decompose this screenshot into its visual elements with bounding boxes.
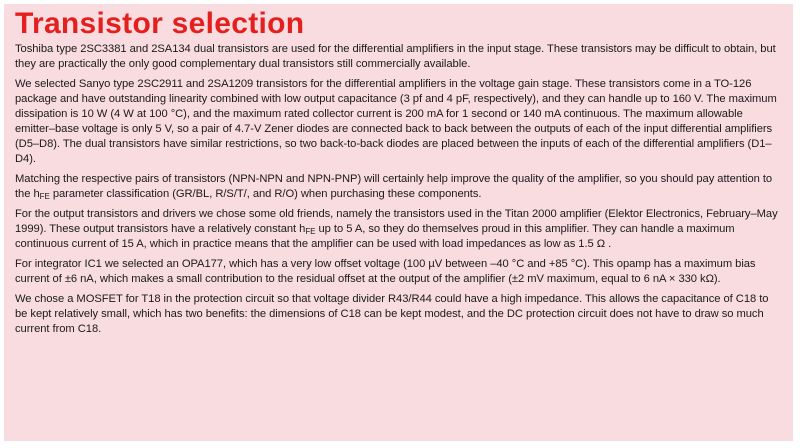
hfe-subscript: FE — [305, 227, 316, 236]
article-panel — [4, 4, 793, 441]
paragraph-matching-text-a: Matching the respective pairs of transistors (NPN-NPN and NPN-PNP) will certainly help improve the quality of the amplifier, so you should pay attention to the h — [15, 173, 773, 200]
paragraph-mosfet: We chose a MOSFET for T18 in the protection circuit so that voltage divider R43/R44 could have a high impedance. This allows the capacitance of C18 to be kept relatively small, which has two benefits: the dimensions of C18 can be kept modest, and the DC protection circuit does not have to draw so much current from C18. — [15, 293, 769, 335]
paragraph-matching — [15, 172, 783, 202]
paragraph-output-text-b: up to 5 A, so they do themselves proud in this amplifier. They can handle a maximum continuous current of 15 A, which in practice means that the amplifier can be used with load impedances as low as 1.5 Ω . — [15, 223, 735, 250]
page-title: Transistor selection — [15, 7, 305, 40]
paragraph-output-transistors — [15, 207, 783, 252]
hfe-subscript: FE — [39, 192, 50, 201]
paragraph-input-stage: Toshiba type 2SC3381 and 2SA134 dual transistors are used for the differential amplifiers in the input stage. These transistors may be difficult to obtain, but they are practically the only good complementary dual transistors still commercially available. — [15, 43, 776, 70]
paragraph-matching-text-b: parameter classification (GR/BL, R/S/T/, and R/O) when purchasing these components. — [49, 188, 482, 200]
paragraph-integrator: For integrator IC1 we selected an OPA177, which has a very low offset voltage (100 µV between –40 °C and +85 °C). This opamp has a maximum bias current of ±6 nA, which makes a small contribution to the residual offset at the output of the amplifier (±2 mV maximum, equal to 6 nA × 330 kΩ). — [15, 258, 756, 285]
paragraph-output-text-a: For the output transistors and drivers we chose some old friends, namely the transistors used in the Titan 2000 amplifier (Elektor Electronics, February–May 1999). These output transistors have a relatively constant h — [15, 208, 778, 235]
paragraph-voltage-gain-stage: We selected Sanyo type 2SC2911 and 2SA1209 transistors for the differential amplifiers in the voltage gain stage. These transistors come in a TO-126 package and have outstanding linearity combined with low output capacitance (3 pf and 4 pF, respectively), and they can handle up to 160 V. The maximum dissipation is 10 W (4 W at 100 °C), and the maximum rated collector current is 200 mA for 1 second or 140 mA continuous. The maximum allowable emitter–base voltage is only 5 V, so a pair of 4.7-V Zener diodes are connected back to back between the outputs of each of the input differential amplifiers (D5–D8). The dual transistors have similar restrictions, so two back-to-back diodes are placed between the inputs of each of the differential amplifiers (D1–D4). — [15, 78, 777, 165]
